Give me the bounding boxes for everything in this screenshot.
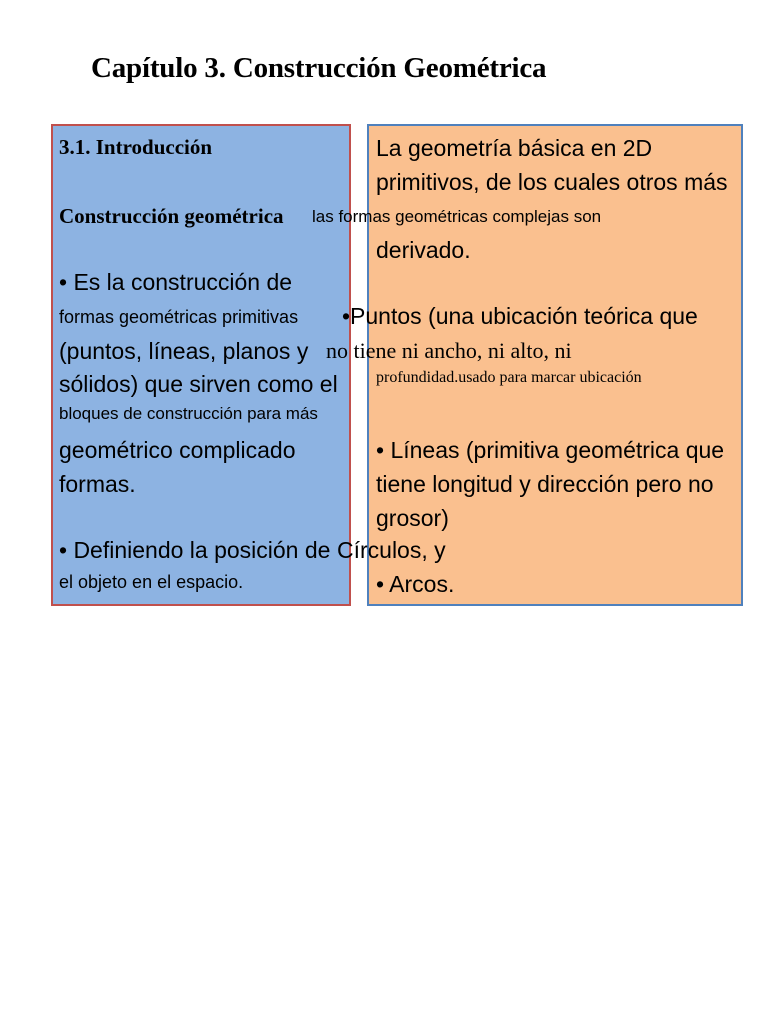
definition-term: Construcción geométrica — [59, 204, 284, 228]
text-depth: profundidad.usado para marcar ubicación — [376, 369, 642, 386]
text-basic-geometry: La geometría básica en 2D — [376, 135, 653, 161]
page-title: Capítulo 3. Construcción Geométrica — [91, 52, 547, 84]
bullet-points: •Puntos (una ubicación teórica que — [342, 303, 698, 329]
text-complicated: geométrico complicado — [59, 437, 296, 463]
primitives-box — [367, 124, 743, 606]
text-blocks: bloques de construcción para más — [59, 404, 318, 423]
bullet-construction: • Es la construcción de — [59, 269, 293, 295]
text-points-lines: (puntos, líneas, planos y — [59, 338, 309, 364]
definition-text: las formas geométricas complejas son — [312, 207, 602, 226]
text-points-description: no tiene ni ancho, ni alto, ni — [326, 338, 572, 363]
text-derived: derivado. — [376, 237, 471, 263]
bullet-position: • Definiendo la posición de — [59, 537, 331, 563]
bullet-lines: • Líneas (primitiva geométrica que — [376, 437, 725, 463]
text-primitive-shapes: formas geométricas primitivas — [59, 307, 299, 327]
bullet-circles: Círculos, y — [337, 537, 446, 563]
section-heading: 3.1. Introducción — [59, 135, 213, 159]
intro-box — [51, 124, 351, 606]
text-lines-length: tiene longitud y dirección pero no — [376, 471, 714, 497]
text-object-space: el objeto en el espacio. — [59, 572, 244, 592]
text-primitives: primitivos, de los cuales otros más — [376, 169, 728, 195]
text-solids: sólidos) que sirven como el — [59, 371, 338, 397]
text-shapes: formas. — [59, 471, 136, 497]
text-thickness: grosor) — [376, 505, 449, 531]
bullet-arcs: • Arcos. — [376, 571, 455, 597]
